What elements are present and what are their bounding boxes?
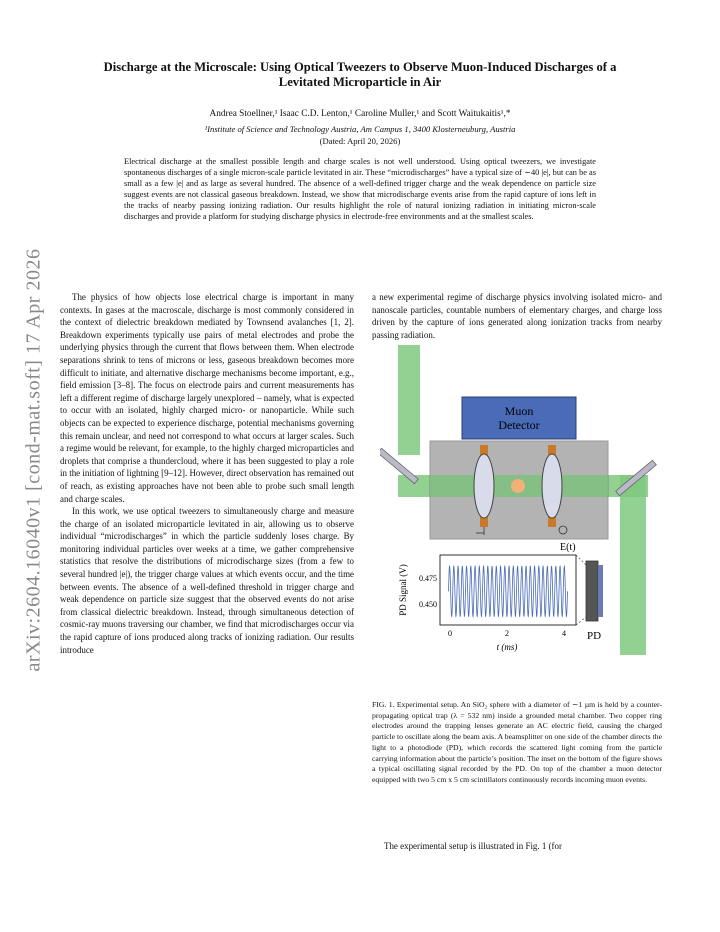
inset-xtick-1: 2 xyxy=(505,629,509,638)
affiliation: ¹Institute of Science and Technology Austria, Am Campus 1, 3400 Klosterneuburg, Austria xyxy=(204,124,516,134)
beam-right-vertical xyxy=(620,475,646,655)
paragraph-continued: a new experimental regime of discharge physics involving isolated micro- and nanoscale particles, countable numbers of elementary charges, and charge loss driven by the capture of ions generated along ionization tracks from nearby passing radiation. xyxy=(372,292,662,340)
paragraph-setup: The experimental setup is illustrated in Fig. 1 (for xyxy=(384,841,562,851)
arxiv-id-text: arXiv:2604.16040v1 [cond-mat.soft] 17 Apr 2026 xyxy=(22,248,45,672)
figure-1-setup xyxy=(380,345,670,665)
detector-label-line1: Muon xyxy=(504,404,534,418)
abstract: Electrical discharge at the smallest possible length and charge scales is not well understood. Using optical tweezers, we investigate spontaneous discharges of a single micron-scale particle levitated in air. These “microdischarges” have a typical size of ∼40 |e|, but can be as small as a few |e| and as large as several hundred. The absence of a well-defined trigger charge and the weak dependence on particle size suggest events are not classical gaseous breakdown. Instead, we show that microdischarge events arise from the rapid capture of ions left in the tracks of nearby passing ionizing radiation. Our results highlight the role of natural ionizing radiation in initiating micron-scale discharges and provide a platform for studying discharge physics in electrode-free environments and at the smallest scales. xyxy=(124,157,596,222)
pd-label: PD xyxy=(587,630,602,642)
inset-xlabel: t (ms) xyxy=(496,642,518,652)
paragraph-this-work: In this work, we use optical tweezers to simultaneously charge and measure the charge of an isolated microparticle levitated in air, allowing us to observe individual “microdischarges” in which the particle suddenly loses charge. By monitoring individual particles over weeks at a time, we gather comprehensive statistics that resolve the distributions of microdischarge sizes (from a few to several hundred |e|), the trigger charge values at which events occur, and the time between events. The absence of a well-defined threshold in trigger charge and weak dependence on particle size suggest that the observed events do not arise from classical dielectric breakdown. Instead, through simultaneous detection of cosmic-ray muons traversing our chamber, we find that microdischarges occur via the rapid capture of ions produced along tracks of ionizing radiation. Our results introduce xyxy=(60,506,354,655)
arxiv-sidebar-id xyxy=(14,240,54,680)
trapped-particle xyxy=(511,479,525,493)
detector-label-line2: Detector xyxy=(498,418,540,432)
paper-title: Discharge at the Microscale: Using Optical Tweezers to Observe Muon-Induced Discharges of a Levitated Microparticle in Air xyxy=(103,60,617,89)
date-line: (Dated: April 20, 2026) xyxy=(319,136,401,146)
right-column-top xyxy=(372,291,662,341)
paragraph-intro: The physics of how objects lose electrical charge is important in many contexts. In gases at the macroscale, discharge is most commonly considered in the context of dielectric breakdown mediated by Townsend avalanches [1, 2]. Breakdown experiments typically use pairs of metal electrodes and probe the underlying physics through the current that flows between them. When electrode separations shrink to tens of microns or less, gaseous breakdown becomes more difficult to initiate, and alternative discharge mechanisms become important, e.g., field emission [3–8]. The focus on electrode pairs and current measurements has left a different regime of discharge largely unexplored – namely, what is expected to occur with an isolated, highly charged micro- or nanoparticle. While such objects can be expected to experience discharge, potential mechanisms governing this remain unclear, and need not correspond to what occurs at larger scales. Such a regime would be relevant, for example, to the highly charged microparticles and droplets that comprise a thundercloud, where it has been suggested to play a role in the initiation of lightning [9–12]. However, direct observation has remained out of reach, as existing approaches have not been able to probe such small length and charge scales. xyxy=(60,292,354,504)
inset-xtick-0: 0 xyxy=(448,629,452,638)
lens-left xyxy=(474,454,494,518)
beam-left-vertical xyxy=(398,345,420,455)
lens-right xyxy=(542,454,562,518)
field-label: E(t) xyxy=(560,542,576,553)
inset-ytick-1: 0.450 xyxy=(419,600,437,609)
left-column xyxy=(60,291,354,656)
inset-xtick-2: 4 xyxy=(562,629,566,638)
author-list: Andrea Stoellner,¹ Isaac C.D. Lenton,¹ Caroline Muller,¹ and Scott Waitukaitis¹,* xyxy=(209,109,511,119)
inset-pointer-bottom xyxy=(576,617,586,625)
right-column-bottom xyxy=(372,840,662,853)
inset-ylabel: PD Signal (V) xyxy=(398,564,408,616)
inset-pointer-top xyxy=(576,555,586,565)
inset-ytick-0: 0.475 xyxy=(419,574,437,583)
photodiode-face xyxy=(598,565,603,617)
photodiode xyxy=(586,561,598,621)
figure-caption: FIG. 1. Experimental setup. An SiO₂ sphere with a diameter of ∼1 µm is held by a counter-propagating optical trap (λ = 532 nm) inside a grounded metal chamber. Two copper ring electrodes around the trapping lenses generate an AC electric field, causing the charged particle to oscillate along the beam axis. A beamsplitter on one side of the chamber directs the light to a photodiode (PD), which records the scattered light coming from the particle carrying information about the particle’s position. The inset on the bottom of the figure shows a typical oscillating signal recorded by the PD. On top of the chamber a muon detector equipped with two 5 cm x 5 cm scintillators continuously records incoming muon events. xyxy=(372,700,662,784)
